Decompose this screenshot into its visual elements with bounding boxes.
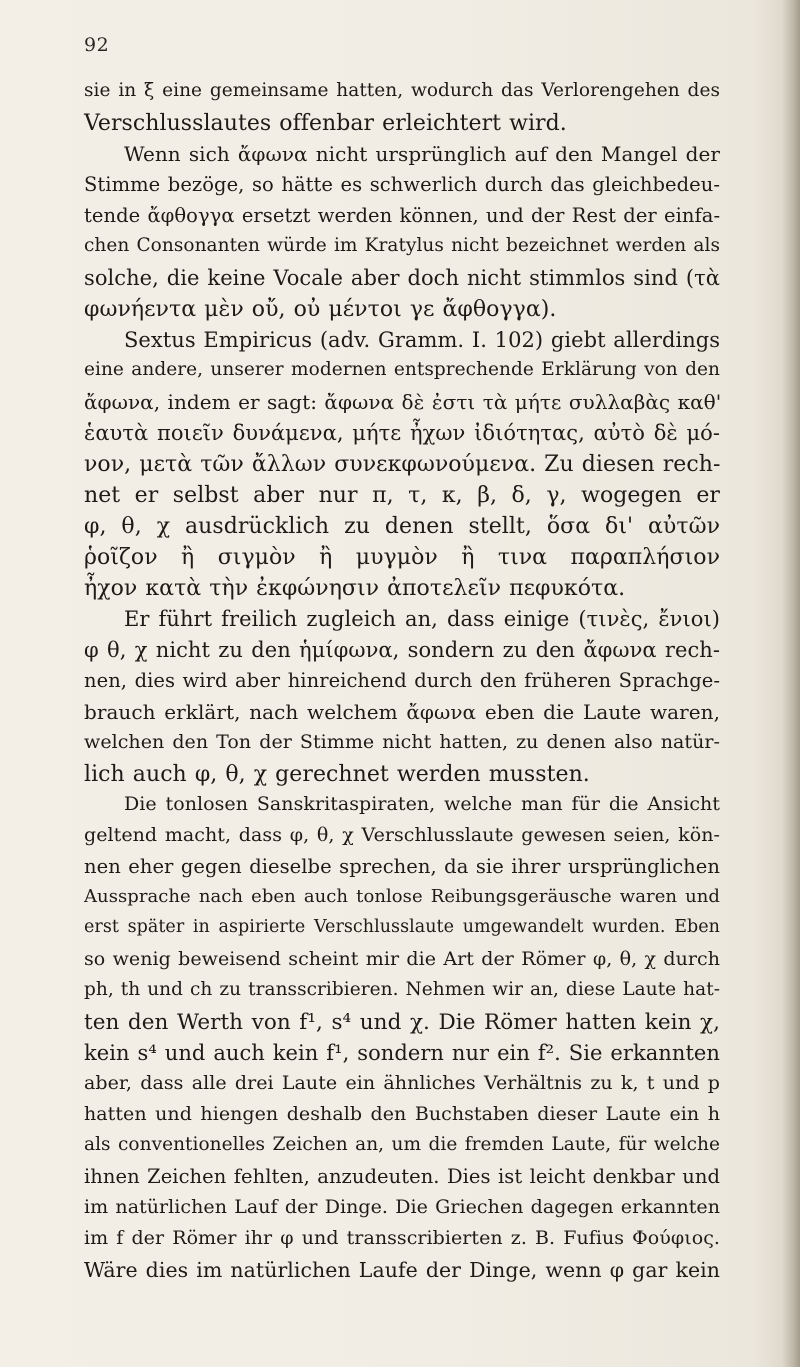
text-line: erst später in aspirierte Verschlusslaute umgewandelt wurden. Eben — [84, 917, 720, 937]
text-line: ph, th und ch zu transscribieren. Nehmen wir an, diese Laute hat- — [84, 979, 720, 1000]
page-number: 92 — [84, 34, 110, 56]
text-line: Er führt freilich zugleich an, dass einige (τινὲς, ἔνιοι) — [124, 607, 720, 631]
text-line: Die tonlosen Sanskritaspiraten, welche man für die Ansicht — [124, 793, 720, 815]
text-line: lich auch φ, θ, χ gerechnet werden mussten. — [84, 762, 590, 787]
text-line: hatten und hiengen deshalb den Buchstaben dieser Laute ein h — [84, 1103, 720, 1125]
text-line: nen eher gegen dieselbe sprechen, da sie ihrer ursprünglichen — [84, 855, 720, 878]
text-line: so wenig beweisend scheint mir die Art der Römer φ, θ, χ durch — [84, 948, 720, 970]
text-line: eine andere, unserer modernen entsprechende Erklärung von den — [84, 359, 720, 380]
text-line: im f der Römer ihr φ und transscribierten z. B. Fufius Φούφιος. — [84, 1227, 720, 1249]
text-line: Sextus Empiricus (adv. Gramm. I. 102) giebt allerdings — [124, 328, 721, 352]
text-line: φ, θ, χ ausdrücklich zu denen stellt, ὅσα δι' αὐτῶν — [84, 514, 720, 539]
text-line: net er selbst aber nur π, τ, κ, β, δ, γ, wogegen er — [84, 483, 720, 508]
text-line: νον, μετὰ τῶν ἄλλων συνεκφωνούμενα. Zu diesen rech- — [84, 452, 721, 477]
text-line: Wäre dies im natürlichen Laufe der Dinge, wenn φ gar kein — [84, 1258, 720, 1282]
text-line: im natürlichen Lauf der Dinge. Die Griechen dagegen erkannten — [84, 1196, 720, 1218]
text-line: Aussprache nach eben auch tonlose Reibungsgeräusche waren und — [84, 886, 720, 907]
text-line: ἦχον κατὰ τὴν ἐκφώνησιν ἀποτελεῖν πεφυκότα. — [84, 576, 626, 601]
text-line: ἄφωνα, indem er sagt: ἄφωνα δὲ ἐστι τὰ μήτε συλλαβὰς καθ' — [84, 390, 722, 414]
text-line: Wenn sich ἄφωνα nicht ursprünglich auf den Mangel der — [124, 142, 720, 166]
text-line: chen Consonanten würde im Kratylus nicht bezeichnet werden als — [84, 235, 720, 256]
text-line: geltend macht, dass φ, θ, χ Verschlusslaute gewesen seien, kön- — [84, 824, 720, 846]
text-line: brauch erklärt, nach welchem ἄφωνα eben die Laute waren, — [84, 700, 720, 724]
text-line: tende ἄφθογγα ersetzt werden können, und der Rest der einfa- — [84, 204, 721, 227]
text-line: nen, dies wird aber hinreichend durch den früheren Sprachge- — [84, 669, 720, 692]
text-line: als conventionelles Zeichen an, um die fremden Laute, für welche — [84, 1134, 720, 1155]
text-line: aber, dass alle drei Laute ein ähnliches Verhältnis zu k, t und p — [84, 1072, 720, 1094]
text-line: kein s⁴ und auch kein f¹, sondern nur ein f². Sie erkannten — [84, 1041, 720, 1065]
text-line: φωνήεντα μὲν οὔ, οὐ μέντοι γε ἄφθογγα). — [84, 297, 557, 322]
text-line: ἑαυτὰ ποιεῖν δυνάμενα, μήτε ἦχων ἰδιότητας, αὐτὸ δὲ μό- — [84, 421, 720, 445]
page-edge-shadow — [782, 0, 800, 1367]
text-line: ῥοῖζον ἢ σιγμὸν ἢ μυγμὸν ἢ τινα παραπλήσιον — [84, 545, 720, 570]
text-line: welchen den Ton der Stimme nicht hatten, zu denen also natür- — [84, 731, 720, 753]
text-line: Verschlusslautes offenbar erleichtert wird. — [84, 111, 567, 136]
text-line: ihnen Zeichen fehlten, anzudeuten. Dies ist leicht denkbar und — [84, 1165, 720, 1188]
text-line: φ θ, χ nicht zu den ἡμίφωνα, sondern zu den ἄφωνα rech- — [84, 638, 720, 662]
text-line: solche, die keine Vocale aber doch nicht stimmlos sind (τὰ — [84, 266, 720, 290]
text-line: ten den Werth von f¹, s⁴ und χ. Die Römer hatten kein χ, — [84, 1010, 720, 1035]
text-line: sie in ξ eine gemeinsame hatten, wodurch das Verlorengehen des — [84, 80, 720, 101]
text-line: Stimme bezöge, so hätte es schwerlich durch das gleichbedeu- — [84, 173, 720, 196]
